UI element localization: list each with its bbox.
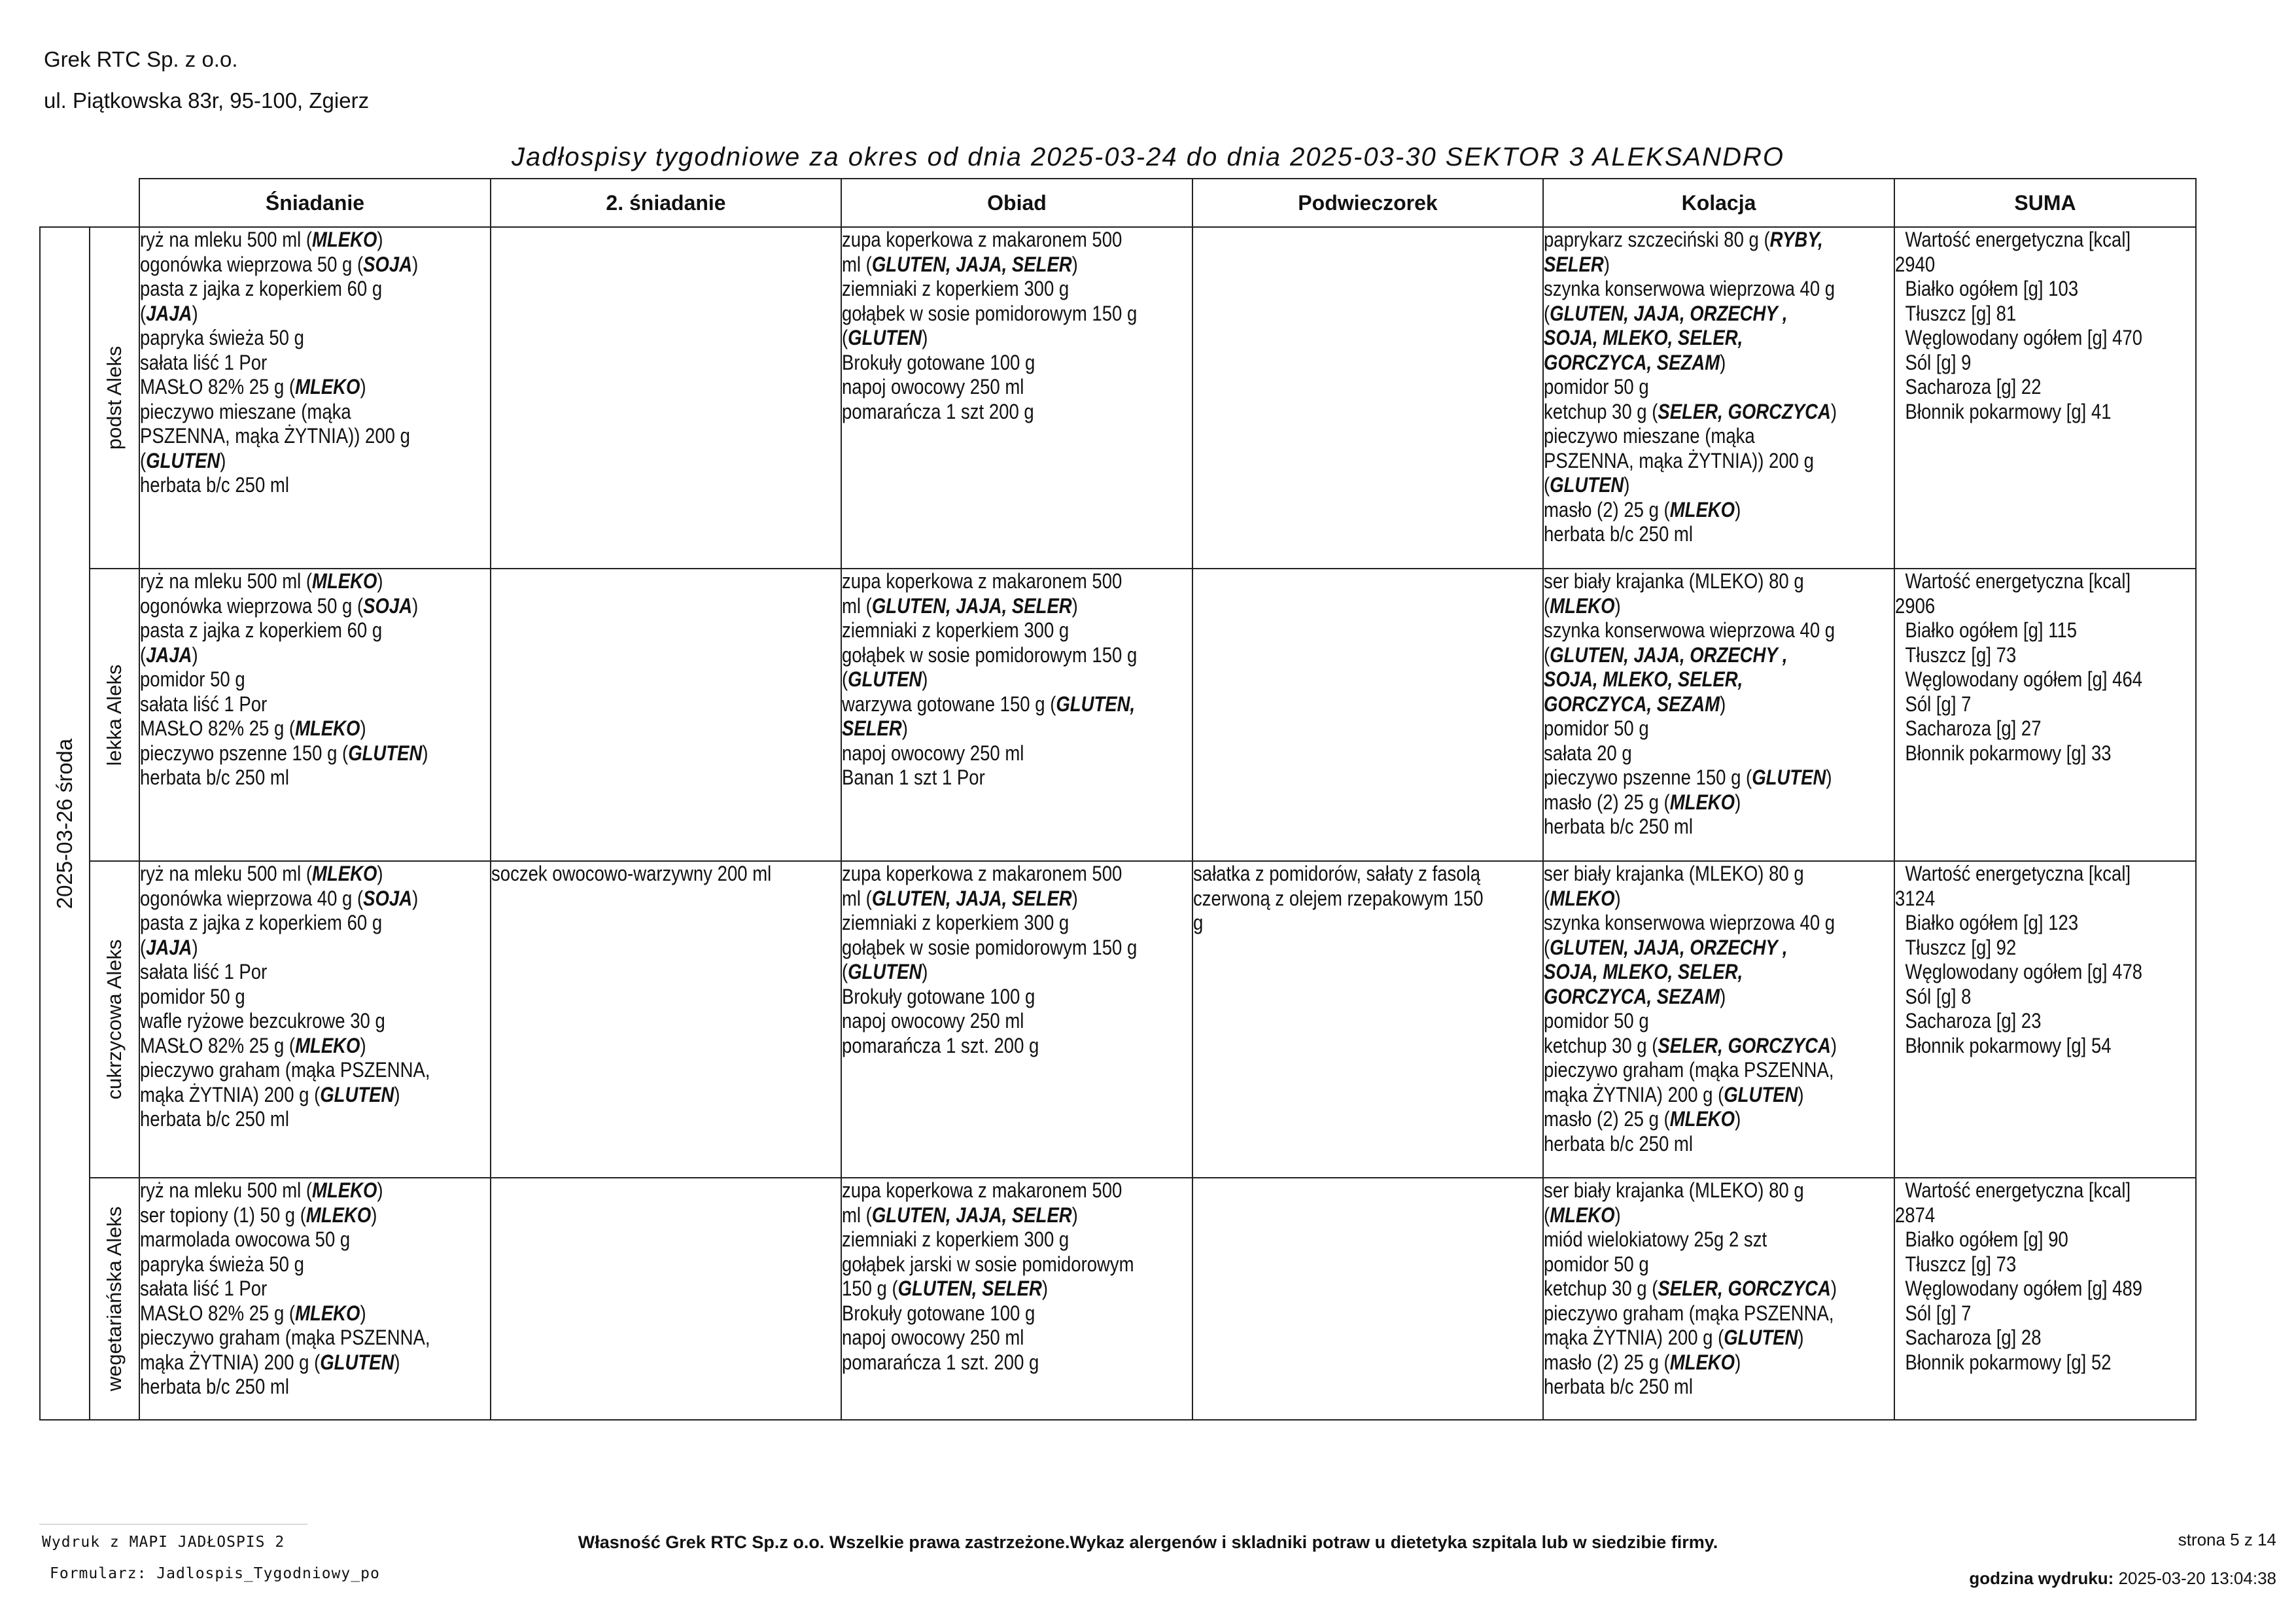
diet-row bbox=[40, 1178, 2196, 1420]
header-spacer bbox=[40, 179, 90, 227]
menu-item-line: pomarańcza 1 szt. 200 g bbox=[842, 1350, 1039, 1374]
second-breakfast-cell bbox=[491, 1178, 841, 1420]
nutrition-line: Sacharoza [g] 22 bbox=[1905, 375, 2042, 398]
menu-item-line: ziemniaki z koperkiem 300 g bbox=[842, 911, 1070, 934]
nutrition-line: Sól [g] 7 bbox=[1905, 1301, 1972, 1325]
menu-item-line: gołąbek w sosie pomidorowym 150 g bbox=[842, 935, 1138, 959]
column-header: Kolacja bbox=[1543, 179, 1894, 227]
menu-item-line: pomidor 50 g bbox=[1544, 375, 1649, 398]
menu-item-line: papryka świeża 50 g bbox=[140, 326, 304, 349]
menu-item-line: herbata b/c 250 ml bbox=[140, 473, 289, 497]
lunch-cell bbox=[841, 227, 1192, 569]
nutrition-line: Błonnik pokarmowy [g] 33 bbox=[1905, 741, 2112, 765]
menu-item-line: napoj owocowy 250 ml bbox=[842, 1326, 1024, 1349]
menu-item-line: pomidor 50 g bbox=[1544, 716, 1649, 740]
menu-item-line: szynka konserwowa wieprzowa 40 g bbox=[1544, 618, 1835, 642]
snack-cell bbox=[1192, 861, 1543, 1178]
menu-item-line: szynka konserwowa wieprzowa 40 g bbox=[1544, 277, 1835, 300]
nutrition-line: Tłuszcz [g] 92 bbox=[1905, 935, 2017, 959]
menu-item-line: ser topiony (1) 50 g (MLEKO) bbox=[140, 1203, 377, 1227]
menu-item-line: herbata b/c 250 ml bbox=[140, 1375, 289, 1398]
menu-item-line: Banan 1 szt 1 Por bbox=[842, 766, 985, 789]
menu-item-line: herbata b/c 250 ml bbox=[1544, 1375, 1693, 1398]
menu-item-line: pieczywo graham (mąka PSZENNA, bbox=[140, 1058, 430, 1082]
menu-item-line: pieczywo pszenne 150 g (GLUTEN) bbox=[140, 741, 428, 765]
menu-item-line: (MLEKO) bbox=[1544, 1203, 1621, 1227]
menu-item-line: ketchup 30 g (SELER, GORCZYCA) bbox=[1544, 1033, 1837, 1057]
menu-item-line: herbata b/c 250 ml bbox=[140, 766, 289, 789]
menu-item-line: pomidor 50 g bbox=[140, 667, 245, 691]
menu-item-line: pomarańcza 1 szt. 200 g bbox=[842, 1033, 1039, 1057]
menu-item-line: warzywa gotowane 150 g (GLUTEN, bbox=[842, 692, 1136, 716]
menu-item-line: wafle ryżowe bezcukrowe 30 g bbox=[140, 1009, 385, 1033]
lunch-cell bbox=[841, 569, 1192, 861]
nutrition-line: 3124 bbox=[1895, 886, 1936, 910]
nutrition-line: Wartość energetyczna [kcal] bbox=[1905, 862, 2131, 885]
menu-item-line: ser biały krajanka (MLEKO) 80 g bbox=[1544, 569, 1804, 593]
menu-item-line: mąka ŻYTNIA) 200 g (GLUTEN) bbox=[140, 1350, 400, 1374]
nutrition-line: Sacharoza [g] 27 bbox=[1905, 716, 2042, 740]
menu-item-line: masło (2) 25 g (MLEKO) bbox=[1544, 1107, 1741, 1131]
menu-item-line: papryka świeża 50 g bbox=[140, 1252, 304, 1276]
menu-item-line: ryż na mleku 500 ml (MLEKO) bbox=[140, 862, 383, 885]
menu-item-line: pasta z jajka z koperkiem 60 g bbox=[140, 618, 383, 642]
menu-item-line: PSZENNA, mąka ŻYTNIA)) 200 g bbox=[140, 424, 410, 448]
second-breakfast-cell bbox=[491, 861, 841, 1178]
nutrition-line: Błonnik pokarmowy [g] 52 bbox=[1905, 1350, 2112, 1374]
menu-item-line: SELER) bbox=[1544, 252, 1610, 276]
menu-item-line: pieczywo graham (mąka PSZENNA, bbox=[140, 1326, 430, 1349]
nutrition-line: Węglowodany ogółem [g] 464 bbox=[1905, 667, 2143, 691]
menu-item-line: ml (GLUTEN, JAJA, SELER) bbox=[842, 886, 1078, 910]
column-header: SUMA bbox=[1894, 179, 2196, 227]
dinner-cell bbox=[1543, 861, 1894, 1178]
menu-item-line: SOJA, MLEKO, SELER, bbox=[1544, 960, 1743, 983]
menu-item-line: (JAJA) bbox=[140, 301, 198, 325]
lunch-cell bbox=[841, 861, 1192, 1178]
menu-item-line: napoj owocowy 250 ml bbox=[842, 741, 1024, 765]
menu-item-line: pieczywo mieszane (mąka bbox=[1544, 424, 1755, 448]
nutrition-line: Sól [g] 9 bbox=[1905, 350, 1972, 374]
menu-item-line: sałatka z pomidorów, sałaty z fasolą bbox=[1193, 862, 1481, 885]
nutrition-line: Tłuszcz [g] 73 bbox=[1905, 1252, 2017, 1276]
company-name: Grek RTC Sp. z o.o. bbox=[44, 47, 238, 71]
menu-item-line: Brokuły gotowane 100 g bbox=[842, 350, 1035, 374]
menu-item-line: herbata b/c 250 ml bbox=[1544, 815, 1693, 838]
nutrition-line: 2874 bbox=[1895, 1203, 1936, 1227]
menu-item-line: MASŁO 82% 25 g (MLEKO) bbox=[140, 1301, 366, 1325]
second-breakfast-cell bbox=[491, 569, 841, 861]
nutrition-line: Węglowodany ogółem [g] 470 bbox=[1905, 326, 2143, 349]
menu-item-line: zupa koperkowa z makaronem 500 bbox=[842, 862, 1122, 885]
menu-item-line: miód wielokiatowy 25g 2 szt bbox=[1544, 1227, 1767, 1251]
nutrition-line: Błonnik pokarmowy [g] 54 bbox=[1905, 1033, 2112, 1057]
diet-row bbox=[40, 569, 2196, 861]
nutrition-line: Tłuszcz [g] 81 bbox=[1905, 301, 2017, 325]
nutrition-line: Białko ogółem [g] 90 bbox=[1905, 1227, 2068, 1251]
menu-item-line: ziemniaki z koperkiem 300 g bbox=[842, 618, 1070, 642]
nutrition-line: Węglowodany ogółem [g] 489 bbox=[1905, 1277, 2143, 1300]
menu-item-line: pomidor 50 g bbox=[140, 984, 245, 1008]
menu-item-line: (GLUTEN) bbox=[140, 448, 226, 472]
menu-item-line: Brokuły gotowane 100 g bbox=[842, 984, 1035, 1008]
summary-cell bbox=[1894, 227, 2196, 569]
column-header: Śniadanie bbox=[139, 179, 491, 227]
menu-item-line: sałata liść 1 Por bbox=[140, 1277, 268, 1300]
menu-item-line: (GLUTEN) bbox=[842, 960, 928, 983]
dinner-cell bbox=[1543, 1178, 1894, 1420]
nutrition-line: 2940 bbox=[1895, 252, 1936, 276]
menu-item-line: sałata liść 1 Por bbox=[140, 960, 268, 983]
dinner-cell bbox=[1543, 569, 1894, 861]
menu-item-line: pieczywo graham (mąka PSZENNA, bbox=[1544, 1301, 1834, 1325]
column-header-row bbox=[40, 179, 2196, 227]
nutrition-line: Tłuszcz [g] 73 bbox=[1905, 643, 2017, 667]
menu-item-line: pomidor 50 g bbox=[1544, 1252, 1649, 1276]
menu-item-line: ketchup 30 g (SELER, GORCZYCA) bbox=[1544, 399, 1837, 423]
menu-item-line: gołąbek w sosie pomidorowym 150 g bbox=[842, 301, 1138, 325]
nutrition-line: Wartość energetyczna [kcal] bbox=[1905, 1178, 2131, 1202]
menu-item-line: ziemniaki z koperkiem 300 g bbox=[842, 277, 1070, 300]
day-label: 2025-03-26 środa bbox=[52, 738, 77, 909]
diet-cell bbox=[90, 227, 139, 569]
second-breakfast-cell bbox=[491, 227, 841, 569]
diet-row bbox=[40, 861, 2196, 1178]
menu-item-line: mąka ŻYTNIA) 200 g (GLUTEN) bbox=[1544, 1082, 1804, 1106]
menu-item-line: MASŁO 82% 25 g (MLEKO) bbox=[140, 375, 366, 398]
menu-item-line: gołąbek jarski w sosie pomidorowym bbox=[842, 1252, 1134, 1276]
print-time bbox=[1969, 1568, 2276, 1589]
menu-item-line: herbata b/c 250 ml bbox=[1544, 1131, 1693, 1156]
print-time-value: 2025-03-20 13:04:38 bbox=[2118, 1568, 2276, 1588]
menu-item-line: (MLEKO) bbox=[1544, 593, 1621, 618]
nutrition-line: Białko ogółem [g] 115 bbox=[1905, 618, 2078, 642]
menu-item-line: ser biały krajanka (MLEKO) 80 g bbox=[1544, 1178, 1804, 1202]
menu-item-line: (GLUTEN) bbox=[842, 667, 928, 691]
menu-item-line: szynka konserwowa wieprzowa 40 g bbox=[1544, 911, 1835, 934]
diet-label: wegetariańska Aleks bbox=[103, 1206, 126, 1392]
menu-item-line: mąka ŻYTNIA) 200 g (GLUTEN) bbox=[140, 1082, 400, 1106]
menu-item-line: gołąbek w sosie pomidorowym 150 g bbox=[842, 643, 1138, 667]
menu-item-line: ml (GLUTEN, JAJA, SELER) bbox=[842, 1203, 1078, 1227]
menu-item-line: ser biały krajanka (MLEKO) 80 g bbox=[1544, 862, 1804, 885]
menu-item-line: MASŁO 82% 25 g (MLEKO) bbox=[140, 1033, 366, 1057]
summary-cell bbox=[1894, 1178, 2196, 1420]
nutrition-line: Sól [g] 7 bbox=[1905, 692, 1972, 716]
menu-item-line: (GLUTEN, JAJA, ORZECHY , bbox=[1544, 301, 1788, 325]
menu-item-line: sałata 20 g bbox=[1544, 741, 1632, 765]
diet-label: podst Aleks bbox=[103, 345, 126, 450]
menu-item-line: SELER) bbox=[842, 716, 908, 740]
form-name: Formularz: Jadlospis_Tygodniowy_po bbox=[50, 1565, 380, 1582]
day-cell bbox=[40, 227, 90, 1420]
column-header: 2. śniadanie bbox=[491, 179, 841, 227]
weekly-menu-table bbox=[39, 178, 2197, 1421]
header-spacer bbox=[90, 179, 139, 227]
menu-item-line: (MLEKO) bbox=[1544, 886, 1621, 910]
nutrition-line: Sacharoza [g] 23 bbox=[1905, 1009, 2042, 1033]
breakfast-cell bbox=[139, 227, 491, 569]
menu-item-line: ketchup 30 g (SELER, GORCZYCA) bbox=[1544, 1277, 1837, 1300]
menu-item-line: (GLUTEN, JAJA, ORZECHY , bbox=[1544, 643, 1788, 667]
page-title: Jadłospisy tygodniowe za okres od dnia 2025-03-24 do dnia 2025-03-30 SEKTOR 3 ALEKSANDRO bbox=[512, 143, 1784, 171]
menu-item-line: (GLUTEN, JAJA, ORZECHY , bbox=[1544, 935, 1788, 959]
menu-item-line: zupa koperkowa z makaronem 500 bbox=[842, 569, 1122, 593]
column-header: Obiad bbox=[841, 179, 1192, 227]
menu-item-line: pomarańcza 1 szt 200 g bbox=[842, 399, 1034, 423]
menu-item-line: ogonówka wieprzowa 50 g (SOJA) bbox=[140, 252, 419, 276]
snack-cell bbox=[1192, 1178, 1543, 1420]
nutrition-line: Błonnik pokarmowy [g] 41 bbox=[1905, 399, 2112, 423]
lunch-cell bbox=[841, 1178, 1192, 1420]
nutrition-line: Sacharoza [g] 28 bbox=[1905, 1326, 2042, 1349]
nutrition-line: Wartość energetyczna [kcal] bbox=[1905, 228, 2131, 251]
menu-item-line: ziemniaki z koperkiem 300 g bbox=[842, 1227, 1070, 1251]
menu-item-line: Brokuły gotowane 100 g bbox=[842, 1301, 1035, 1325]
diet-cell bbox=[90, 861, 139, 1178]
menu-item-line: SOJA, MLEKO, SELER, bbox=[1544, 326, 1743, 349]
menu-item-line: pieczywo graham (mąka PSZENNA, bbox=[1544, 1058, 1834, 1082]
menu-item-line: herbata b/c 250 ml bbox=[140, 1107, 289, 1131]
menu-item-line: ryż na mleku 500 ml (MLEKO) bbox=[140, 228, 383, 251]
snack-cell bbox=[1192, 227, 1543, 569]
menu-item-line: mąka ŻYTNIA) 200 g (GLUTEN) bbox=[1544, 1326, 1804, 1349]
company-address: ul. Piątkowska 83r, 95-100, Zgierz bbox=[44, 88, 370, 113]
menu-item-line: sałata liść 1 Por bbox=[140, 350, 268, 374]
print-time-label: godzina wydruku: bbox=[1969, 1568, 2114, 1588]
breakfast-cell bbox=[139, 861, 491, 1178]
summary-cell bbox=[1894, 861, 2196, 1178]
menu-item-line: paprykarz szczeciński 80 g (RYBY, bbox=[1544, 228, 1823, 251]
menu-item-line: pieczywo pszenne 150 g (GLUTEN) bbox=[1544, 766, 1832, 789]
menu-item-line: (JAJA) bbox=[140, 643, 198, 667]
menu-item-line: zupa koperkowa z makaronem 500 bbox=[842, 1178, 1122, 1202]
print-source: Wydruk z MAPI JADŁOSPIS 2 bbox=[42, 1534, 285, 1551]
menu-item-line: ryż na mleku 500 ml (MLEKO) bbox=[140, 569, 383, 593]
dinner-cell bbox=[1543, 227, 1894, 569]
menu-item-line: masło (2) 25 g (MLEKO) bbox=[1544, 497, 1741, 521]
breakfast-cell bbox=[139, 1178, 491, 1420]
menu-item-line: g bbox=[1193, 911, 1204, 934]
breakfast-cell bbox=[139, 569, 491, 861]
page-number: strona 5 z 14 bbox=[2178, 1530, 2276, 1549]
menu-item-line: PSZENNA, mąka ŻYTNIA)) 200 g bbox=[1544, 448, 1814, 472]
menu-item-line: (GLUTEN) bbox=[842, 326, 928, 349]
menu-item-line: napoj owocowy 250 ml bbox=[842, 375, 1024, 398]
nutrition-line: Sól [g] 8 bbox=[1905, 984, 1972, 1008]
menu-item-line: ml (GLUTEN, JAJA, SELER) bbox=[842, 252, 1078, 276]
menu-item-line: masło (2) 25 g (MLEKO) bbox=[1544, 790, 1741, 814]
menu-item-line: masło (2) 25 g (MLEKO) bbox=[1544, 1350, 1741, 1374]
menu-item-line: GORCZYCA, SEZAM) bbox=[1544, 692, 1726, 716]
menu-item-line: herbata b/c 250 ml bbox=[1544, 522, 1693, 546]
menu-item-line: 150 g (GLUTEN, SELER) bbox=[842, 1277, 1049, 1300]
menu-item-line: ml (GLUTEN, JAJA, SELER) bbox=[842, 593, 1078, 618]
nutrition-line: Białko ogółem [g] 123 bbox=[1905, 911, 2079, 934]
menu-item-line: zupa koperkowa z makaronem 500 bbox=[842, 228, 1122, 251]
summary-cell bbox=[1894, 569, 2196, 861]
nutrition-line: 2906 bbox=[1895, 593, 1936, 618]
menu-item-line: pasta z jajka z koperkiem 60 g bbox=[140, 911, 383, 934]
menu-item-line: pomidor 50 g bbox=[1544, 1009, 1649, 1033]
menu-item-line: czerwoną z olejem rzepakowym 150 bbox=[1193, 886, 1484, 910]
nutrition-line: Wartość energetyczna [kcal] bbox=[1905, 569, 2131, 593]
diet-label: lekka Aleks bbox=[103, 663, 126, 766]
menu-item-line: sałata liść 1 Por bbox=[140, 692, 268, 716]
menu-item-line: (GLUTEN) bbox=[1544, 473, 1630, 497]
menu-item-line: (JAJA) bbox=[140, 935, 198, 959]
menu-item-line: napoj owocowy 250 ml bbox=[842, 1009, 1024, 1033]
menu-item-line: marmolada owocowa 50 g bbox=[140, 1227, 351, 1251]
menu-item-line: GORCZYCA, SEZAM) bbox=[1544, 350, 1726, 374]
ownership-notice: Własność Grek RTC Sp.z o.o. Wszelkie prawa zastrzeżone.Wykaz alergenów i skladniki potraw u dietetyka szpitala lub w siedzibie firmy. bbox=[578, 1532, 1718, 1552]
menu-item-line: pasta z jajka z koperkiem 60 g bbox=[140, 277, 383, 300]
menu-item-line: ryż na mleku 500 ml (MLEKO) bbox=[140, 1178, 383, 1202]
menu-item-line: ogonówka wieprzowa 50 g (SOJA) bbox=[140, 593, 419, 618]
menu-item-line: pieczywo mieszane (mąka bbox=[140, 399, 351, 423]
menu-item-line: GORCZYCA, SEZAM) bbox=[1544, 984, 1726, 1008]
nutrition-line: Białko ogółem [g] 103 bbox=[1905, 277, 2079, 300]
menu-item-line: MASŁO 82% 25 g (MLEKO) bbox=[140, 716, 366, 740]
menu-item-line: ogonówka wieprzowa 40 g (SOJA) bbox=[140, 886, 419, 910]
column-header: Podwieczorek bbox=[1192, 179, 1543, 227]
snack-cell bbox=[1192, 569, 1543, 861]
diet-cell bbox=[90, 1178, 139, 1420]
footer-divider bbox=[39, 1524, 307, 1525]
nutrition-line: Węglowodany ogółem [g] 478 bbox=[1905, 960, 2143, 983]
menu-item-line: SOJA, MLEKO, SELER, bbox=[1544, 667, 1743, 691]
diet-row bbox=[40, 227, 2196, 569]
diet-label: cukrzycowa Aleks bbox=[103, 939, 126, 1100]
menu-item-line: soczek owocowo-warzywny 200 ml bbox=[491, 862, 772, 885]
diet-cell bbox=[90, 569, 139, 861]
